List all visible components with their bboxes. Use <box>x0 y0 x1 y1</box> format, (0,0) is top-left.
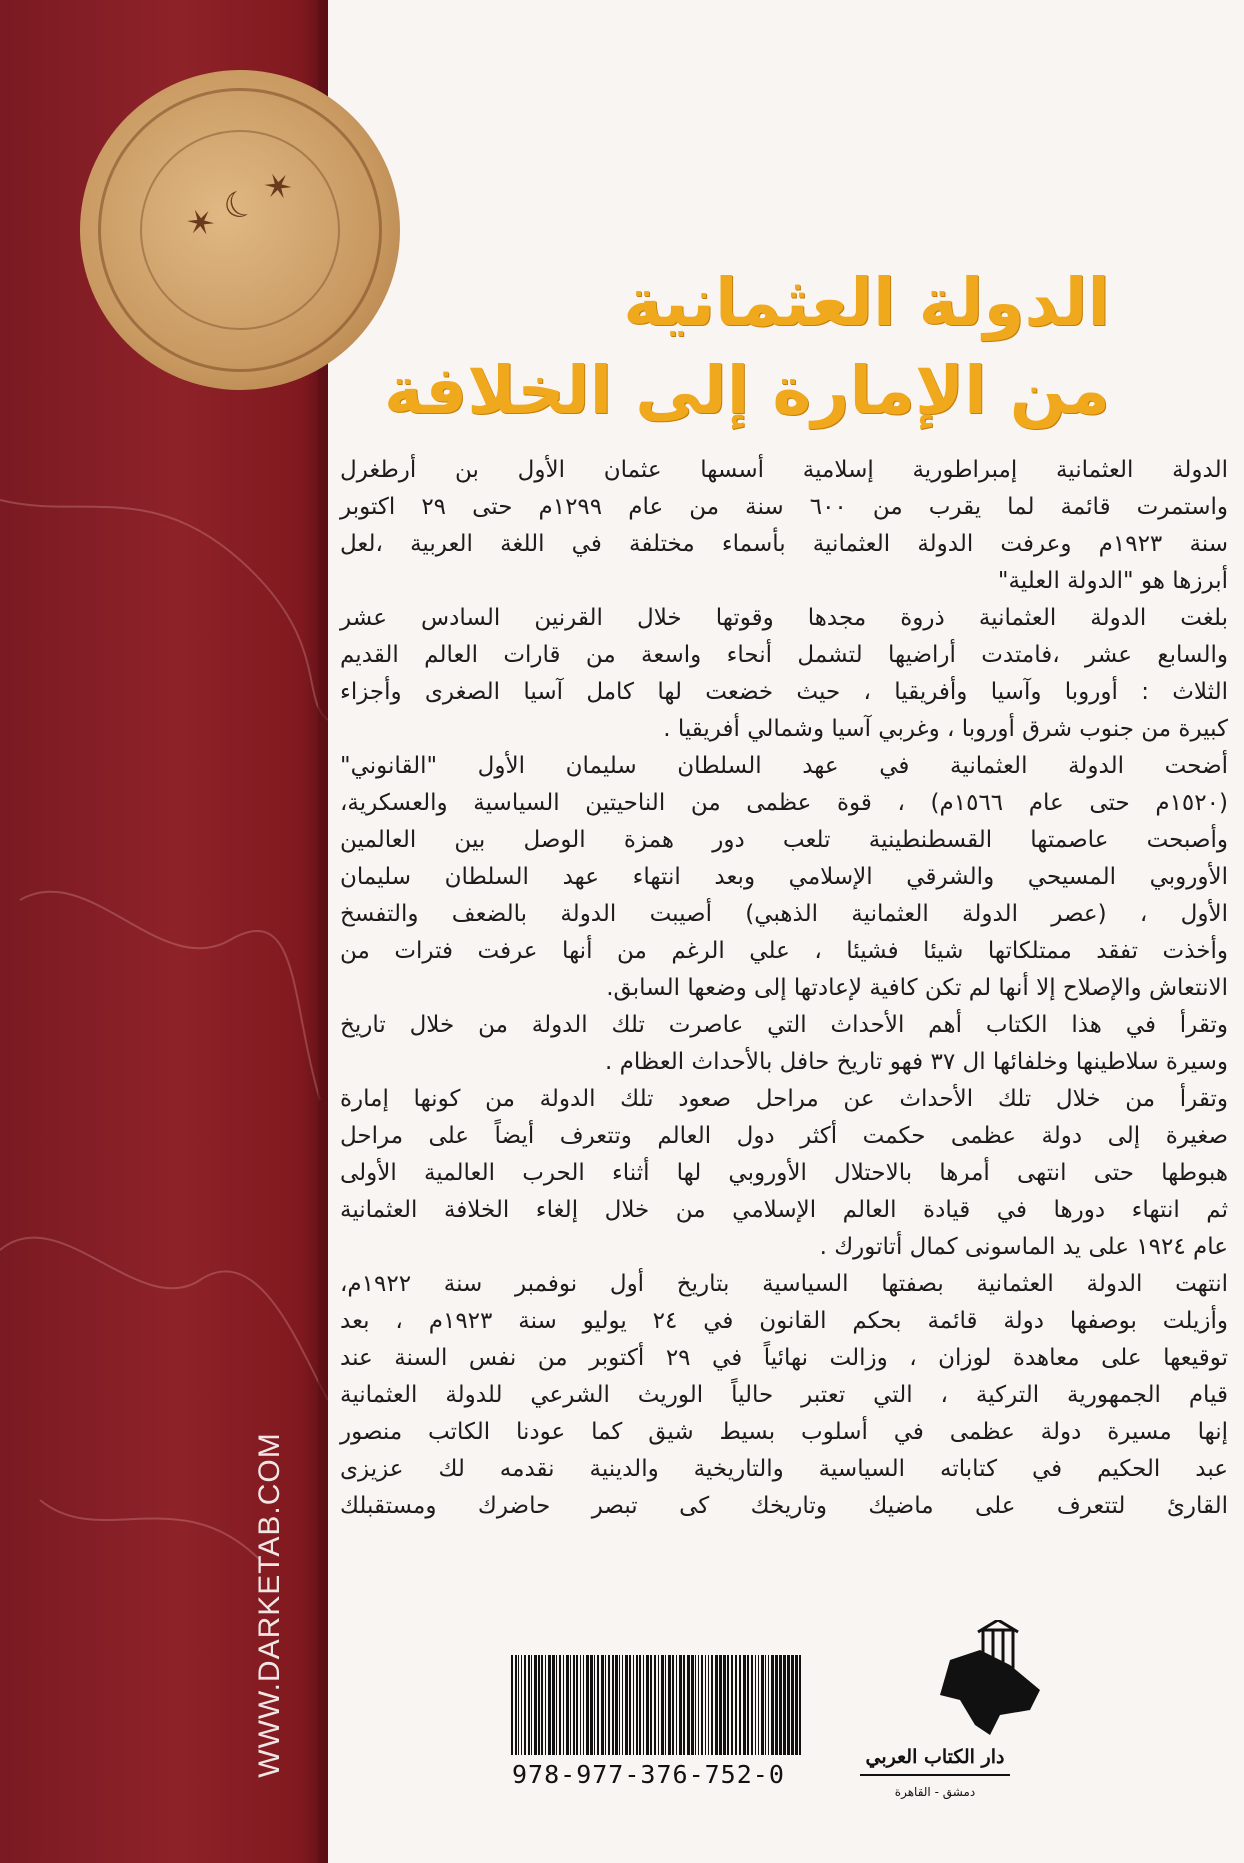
barcode-bar <box>668 1655 671 1755</box>
barcode-bar <box>541 1655 543 1755</box>
barcode-bar <box>743 1655 746 1755</box>
blurb-line: والسابع عشر ،فامتدت أراضيها لتشمل أنحاء واسعة من قارات العالم القديم <box>340 642 1228 668</box>
barcode-bar <box>658 1655 659 1755</box>
barcode-bar <box>739 1655 741 1755</box>
barcode-bar <box>570 1655 571 1755</box>
publisher-cities: دمشق - القاهرة <box>894 1785 976 1799</box>
barcode-bar <box>563 1655 564 1755</box>
book-subtitle: من الإمارة إلى الخلافة <box>383 352 1110 429</box>
blurb-line: وتقرأ في هذا الكتاب أهم الأحداث التي عاصرت تلك الدولة من خلال تاريخ <box>340 1012 1228 1038</box>
blurb-line: ثم انتهاء دورها في قيادة العالم الإسلامي من خلال إلغاء الخلافة العثمانية <box>340 1197 1228 1223</box>
publisher-logo-icon <box>880 1620 1045 1740</box>
barcode-bar <box>691 1655 694 1755</box>
blurb-line: سنة ١٩٢٣م وعرفت الدولة العثمانية بأسماء مختلفة في اللغة العربية ،لعل <box>340 531 1228 557</box>
barcode-bar <box>705 1655 706 1755</box>
blurb-line: كبيرة من جنوب شرق أوروبا ، وغربي آسيا وشمالي أفريقيا . <box>663 716 1228 742</box>
barcode-bar <box>633 1655 634 1755</box>
barcode-bar <box>795 1655 798 1755</box>
barcode <box>511 1655 801 1755</box>
barcode-bar <box>755 1655 756 1755</box>
barcode-bar <box>583 1655 584 1755</box>
barcode-bar <box>619 1655 620 1755</box>
barcode-bar <box>594 1655 595 1755</box>
barcode-bar <box>518 1655 519 1755</box>
barcode-bar <box>683 1655 685 1755</box>
barcode-bar <box>590 1655 593 1755</box>
blurb-line: الأول ، (عصر الدولة العثمانية الذهبي) أصيبت الدولة بالضعف والتفسخ <box>340 901 1228 927</box>
barcode-bar <box>695 1655 696 1755</box>
blurb-line: وأزيلت بوصفها دولة قائمة بحكم القانون في ٢٤ يوليو سنة ١٩٢٣م ، بعد <box>340 1308 1229 1334</box>
barcode-bar <box>791 1655 794 1755</box>
barcode-bar <box>643 1655 644 1755</box>
barcode-bar <box>608 1655 610 1755</box>
barcode-bar <box>765 1655 766 1755</box>
barcode-bar <box>719 1655 722 1755</box>
blurb-line: بلغت الدولة العثمانية ذروة مجدها وقوتها خلال القرنين السادس عشر <box>340 605 1228 631</box>
barcode-bar <box>625 1655 628 1755</box>
barcode-bar <box>761 1655 764 1755</box>
barcode-bar <box>612 1655 614 1755</box>
barcode-bar <box>538 1655 540 1755</box>
barcode-bar <box>687 1655 690 1755</box>
blurb-line: الأوروبي المسيحي والشرقي الإسلامي وبعد انتهاء عهد السلطان سليمان <box>340 864 1228 890</box>
barcode-bar <box>636 1655 638 1755</box>
blurb-line: توقيعها على معاهدة لوزان ، وزالت نهائياً في ٢٩ أكتوبر من نفس السنة عند <box>340 1345 1228 1371</box>
blurb-line: أبرزها هو "الدولة العلية" <box>997 568 1228 594</box>
barcode-bar <box>723 1655 726 1755</box>
blurb-line: وأخذت تفقد ممتلكاتها شيئا فشيئا ، علي الرغم من أنها عرفت فترات من <box>340 938 1228 964</box>
blurb-line: القارئ لتتعرف على ماضيك وتاريخك كى تبصر حاضرك ومستقبلك <box>340 1493 1228 1519</box>
barcode-bar <box>556 1655 557 1755</box>
barcode-bar <box>601 1655 604 1755</box>
blurb-line: واستمرت قائمة لما يقرب من ٦٠٠ سنة من عام ١٢٩٩م حتى ٢٩ اكتوبر <box>340 494 1228 520</box>
barcode-bar <box>787 1655 790 1755</box>
barcode-bar <box>534 1655 537 1755</box>
blurb-line: انتهت الدولة العثمانية بصفتها السياسية بتاريخ أول نوفمبر سنة ١٩٢٢م، <box>340 1271 1228 1297</box>
barcode-bar <box>646 1655 649 1755</box>
blurb-line: هبوطها حتى انتهى أمرها بالاحتلال الأوروبي لها أثناء الحرب العالمية الأولى <box>340 1160 1228 1186</box>
barcode-bar <box>751 1655 753 1755</box>
barcode-bar <box>531 1655 532 1755</box>
blurb-line: عام ١٩٢٤ على يد الماسونى كمال أتاتورك . <box>819 1234 1228 1260</box>
barcode-bar <box>661 1655 664 1755</box>
barcode-bar <box>679 1655 682 1755</box>
book-title: الدولة العثمانية <box>623 264 1110 341</box>
blurb-line: وأصبحت عاصمتها القسطنطينية تلعب دور همزة الوصل بين العالمين <box>340 827 1228 853</box>
barcode-bar <box>735 1655 737 1755</box>
isbn-number: 978-977-376-752-0 <box>512 1760 785 1789</box>
barcode-bar <box>545 1655 546 1755</box>
barcode-bar <box>676 1655 677 1755</box>
barcode-bar <box>771 1655 774 1755</box>
ottoman-seal-image <box>80 70 400 390</box>
blurb-line: أضحت الدولة العثمانية في عهد السلطان سليمان الأول "القانوني" <box>340 753 1228 779</box>
blurb-line: وتقرأ من خلال تلك الأحداث عن مراحل صعود تلك الدولة من كونها إمارة <box>340 1086 1228 1112</box>
blurb-line: صغيرة إلى دولة عظمى حكمت أكثر دول العالم وتتعرف أيضاً على مراحل <box>340 1123 1228 1149</box>
barcode-bar <box>573 1655 575 1755</box>
barcode-bar <box>665 1655 666 1755</box>
barcode-bar <box>731 1655 733 1755</box>
barcode-bar <box>552 1655 555 1755</box>
barcode-bar <box>775 1655 778 1755</box>
blurb-line: وسيرة سلاطينها وخلفائها ال ٣٧ فهو تاريخ حافل بالأحداث العظام . <box>604 1049 1228 1075</box>
blurb-line: الثلاث : أوروبا وآسيا وأفريقيا ، حيث خضعت لها كامل آسيا الصغرى وأجزاء <box>340 679 1228 705</box>
barcode-bar <box>711 1655 713 1755</box>
barcode-bar <box>672 1655 674 1755</box>
barcode-bar <box>654 1655 656 1755</box>
barcode-bar <box>576 1655 578 1755</box>
barcode-bar <box>650 1655 652 1755</box>
seal-star-crescent-icon: ✶ ☾ ✶ <box>178 162 302 249</box>
barcode-bar <box>528 1655 530 1755</box>
barcode-bar <box>783 1655 786 1755</box>
publisher-website: WWW.DARKETAB.COM <box>253 1432 286 1778</box>
barcode-bar <box>701 1655 703 1755</box>
barcode-bar <box>524 1655 526 1755</box>
barcode-bar <box>708 1655 709 1755</box>
publisher-name: دار الكتاب العربي <box>860 1740 1010 1776</box>
barcode-bar <box>586 1655 589 1755</box>
barcode-bar <box>779 1655 782 1755</box>
barcode-bar <box>597 1655 599 1755</box>
barcode-bar <box>727 1655 729 1755</box>
barcode-bar <box>559 1655 561 1755</box>
barcode-bar <box>511 1655 513 1755</box>
barcode-bar <box>768 1655 769 1755</box>
blurb-line: إنها مسيرة دولة عظمى في أسلوب بسيط شيق كما عودنا الكاتب منصور <box>340 1419 1228 1445</box>
barcode-bar <box>521 1655 522 1755</box>
barcode-bar <box>580 1655 581 1755</box>
blurb-line: الانتعاش والإصلاح إلا أنها لم تكن كافية لإعادتها إلى وضعها السابق. <box>606 975 1228 1001</box>
barcode-bar <box>548 1655 551 1755</box>
barcode-bar <box>622 1655 623 1755</box>
blurb-text <box>340 452 1228 1525</box>
blurb-line: قيام الجمهورية التركية ، التي تعتبر حالياً الوريث الشرعي للدولة العثمانية <box>340 1382 1228 1408</box>
barcode-bar <box>639 1655 641 1755</box>
barcode-bar <box>758 1655 759 1755</box>
barcode-bar <box>566 1655 569 1755</box>
barcode-bar <box>799 1655 801 1755</box>
blurb-line: الدولة العثمانية إمبراطورية إسلامية أسسها عثمان الأول بن أرطغرل <box>340 457 1228 483</box>
barcode-bar <box>629 1655 631 1755</box>
barcode-bar <box>698 1655 699 1755</box>
blurb-line: (١٥٢٠م حتى عام ١٥٦٦م) ، قوة عظمى من الناحيتين السياسية والعسكرية، <box>340 790 1228 816</box>
barcode-bar <box>515 1655 517 1755</box>
blurb-line: عبد الحكيم في كتاباته السياسية والتاريخية والدينية نقدمه لك عزيزى <box>340 1456 1228 1482</box>
barcode-bar <box>747 1655 749 1755</box>
barcode-bar <box>605 1655 606 1755</box>
barcode-bar <box>715 1655 718 1755</box>
barcode-bar <box>615 1655 618 1755</box>
